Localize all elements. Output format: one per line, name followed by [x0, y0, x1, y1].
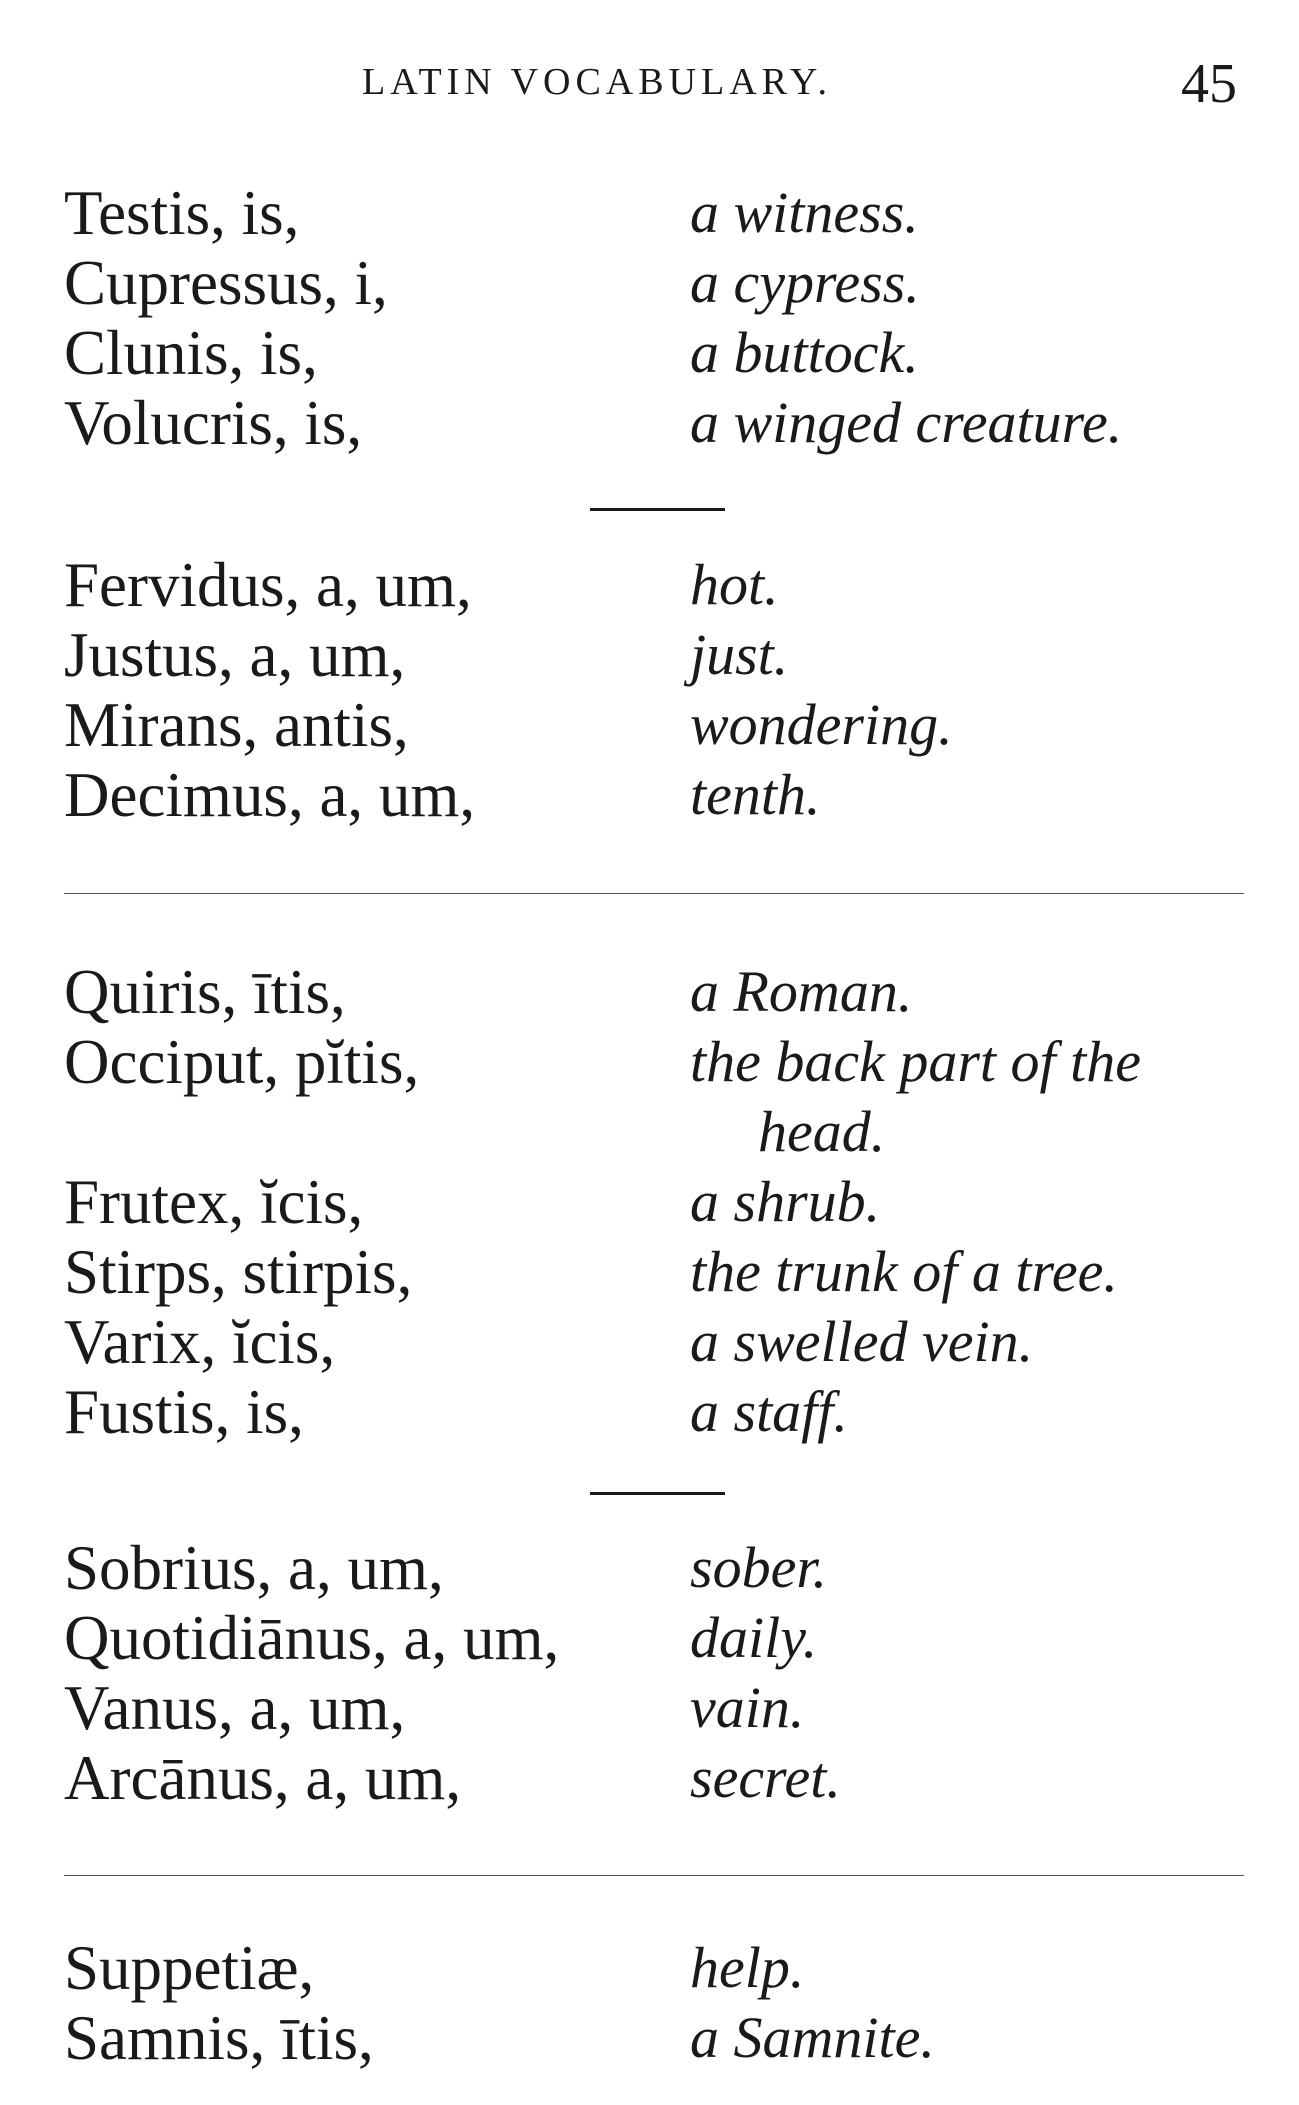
vocab-entry: [0, 1167, 1299, 1237]
english-meaning: a staff.: [690, 1379, 848, 1444]
vocab-entry: [0, 760, 1299, 830]
latin-word: Fustis, is,: [64, 1377, 304, 1447]
running-title: LATIN VOCABULARY.: [362, 61, 832, 103]
latin-word: Samnis, ītis,: [64, 2003, 374, 2073]
vocab-entry: [0, 1603, 1299, 1673]
english-meaning: a buttock.: [690, 320, 919, 385]
english-meaning: a winged creature.: [690, 390, 1123, 455]
vocab-entry: [0, 550, 1299, 620]
long-divider: [64, 893, 1244, 894]
latin-word: Sobrius, a, um,: [64, 1533, 444, 1603]
latin-word: Quiris, ītis,: [64, 957, 346, 1027]
vocab-entry: [0, 1933, 1299, 2003]
vocab-entry: [0, 1307, 1299, 1377]
english-meaning: a shrub.: [690, 1169, 881, 1234]
latin-word: Frutex, ĭcis,: [64, 1167, 364, 1237]
latin-word: Justus, a, um,: [64, 620, 406, 690]
vocab-section-4: [0, 1533, 1299, 1813]
latin-word: Clunis, is,: [64, 318, 318, 388]
english-meaning: daily.: [690, 1605, 818, 1670]
vocab-entry: [0, 1673, 1299, 1743]
latin-word: Suppetiæ,: [64, 1933, 315, 2003]
english-meaning: tenth.: [690, 762, 821, 827]
vocab-entry: [0, 1377, 1299, 1447]
vocab-entry: [0, 690, 1299, 760]
latin-word: Volucris, is,: [64, 388, 363, 458]
vocab-section-2: [0, 550, 1299, 830]
english-meaning: wondering.: [690, 692, 953, 757]
short-divider: [590, 508, 725, 511]
english-meaning: help.: [690, 1935, 805, 2000]
english-meaning-line: the back part of the: [690, 1029, 1142, 1094]
vocab-entry: [0, 2003, 1299, 2073]
english-meaning: a Roman.: [690, 959, 913, 1024]
vocab-entry: [0, 248, 1299, 318]
english-meaning: just.: [690, 622, 789, 687]
vocab-entry: [0, 1533, 1299, 1603]
short-divider: [590, 1492, 725, 1495]
english-meaning: a swelled vein.: [690, 1309, 1034, 1374]
latin-word: Testis, is,: [64, 178, 300, 248]
vocab-entry: [0, 1237, 1299, 1307]
latin-word: Vanus, a, um,: [64, 1673, 406, 1743]
vocab-entry: [0, 957, 1299, 1027]
page-header: [0, 52, 1299, 115]
english-meaning: secret.: [690, 1745, 841, 1810]
latin-word: Fervidus, a, um,: [64, 550, 472, 620]
english-meaning: sober.: [690, 1535, 827, 1600]
latin-word: Cupressus, i,: [64, 248, 388, 318]
latin-word: Quotidiānus, a, um,: [64, 1603, 560, 1673]
vocab-entry: [0, 388, 1299, 458]
english-meaning: the trunk of a tree.: [690, 1239, 1118, 1304]
latin-word: Mirans, antis,: [64, 690, 409, 760]
english-meaning: a witness.: [690, 180, 919, 245]
vocab-section-5: [0, 1933, 1299, 2073]
long-divider: [64, 1875, 1244, 1876]
vocab-section-1: [0, 178, 1299, 458]
latin-word: Occiput, pĭtis,: [64, 1027, 420, 1097]
english-meaning: [690, 1027, 1250, 1167]
english-meaning: vain.: [690, 1675, 805, 1740]
latin-word: Arcānus, a, um,: [64, 1743, 462, 1813]
latin-word: Varix, ĭcis,: [64, 1307, 336, 1377]
page-number: 45: [1181, 53, 1237, 115]
vocab-entry: [0, 318, 1299, 388]
latin-word: Stirps, stirpis,: [64, 1237, 413, 1307]
vocab-entry: [0, 620, 1299, 690]
vocab-section-3: [0, 957, 1299, 1447]
latin-word: Decimus, a, um,: [64, 760, 476, 830]
english-meaning-continuation: head.: [758, 1099, 886, 1164]
vocab-entry: [0, 1743, 1299, 1813]
english-meaning: a cypress.: [690, 250, 920, 315]
vocab-entry: [0, 178, 1299, 248]
vocab-entry: [0, 1027, 1299, 1167]
english-meaning: a Samnite.: [690, 2005, 935, 2070]
english-meaning: hot.: [690, 552, 779, 617]
